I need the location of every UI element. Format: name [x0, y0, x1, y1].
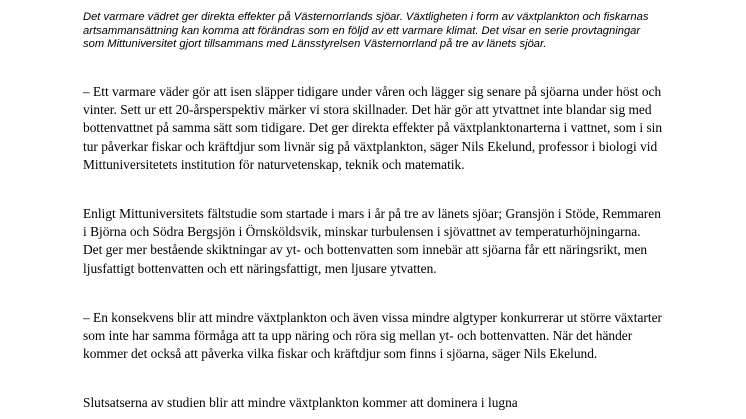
- article-paragraph-4: Slutsatserna av studien blir att mindre växtplankton kommer att dominera i lugna: [83, 395, 518, 410]
- article-paragraph-3: – En konsekvens blir att mindre växtplankton och även vissa mindre algtyper konkurrerar ut större växtarter som inte har samma förmåga att ta upp näring och röra sig mellan yt- och bottenvatten. När det händer kommer det också att påverka vilka fiskar och kräftdjur som finns i sjöarna, säger Nils Ekelund.: [83, 310, 662, 362]
- article-paragraph-2: Enligt Mittuniversitets fältstudie som startade i mars i år på tre av länets sjöar; Gransjön i Stöde, Remmaren i Björna och Södra Bergsjön i Örnsköldsvik, minskar turbulensen i sjövattnet av temperaturhöjningarna. Det ger mer bestående skiktningar av yt- och bottenvatten som innebär att sjöarna får ett näringsrikt, men ljusfattigt bottenvatten och ett näringsfattigt, men ljusare ytvatten.: [83, 206, 661, 276]
- article-lead: Det varmare vädret ger direkta effekter på Västernorrlands sjöar. Växtligheten i form av växtplankton och fiskarnas artsammansättning kan komma att förändras som en följd av ett varmare klimat. Det visar en serie provtagningar som Mittuniversitet gjort tillsammans med Länsstyrelsen Västernorrland på tre av länets sjöar.: [83, 11, 649, 50]
- article-paragraph-1: – Ett varmare väder gör att isen släpper tidigare under våren och lägger sig senare på sjöarna under höst och vinter. Sett ur ett 20-årsperspektiv märker vi stora skillnader. Det här gör att ytvattnet inte blandar sig med bottenvattnet på samma sätt som tidigare. Det ger direkta effekter på växtplanktonarterna i vattnet, som i sin tur påverkar fiskar och kräftdjur som livnär sig på växtplankton, säger Nils Ekelund, professor i biologi vid Mittuniversitetets institution för naturvetenskap, teknik och matematik.: [83, 84, 663, 172]
